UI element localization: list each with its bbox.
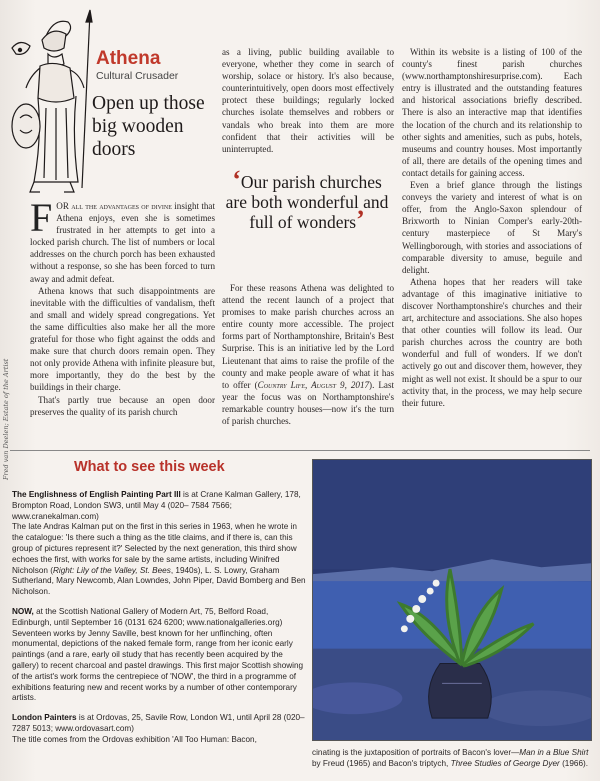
opening-paragraph: FOR all the advantages of divine insight that Athena enjoys, even she is sometimes frustrated in her attempts to get into a locked parish church. The list of numbers or local addresses on the church porch has been exhausted without a response, so she has been forced to turn away and admit defeat. <box>30 195 215 284</box>
illustration-credit: Fred van Deelen; Estate of the Artist <box>2 358 10 480</box>
pull-quote: ‘Our parish churches are both wonderful and full of wonders’ <box>225 165 389 234</box>
listings <box>12 490 307 755</box>
open-quote-mark: ‘ <box>232 165 241 194</box>
paragraph: That's partly true because an open door preserves the quality of its parish church <box>30 394 215 417</box>
article-column-3 <box>402 46 582 409</box>
column-sublabel: Cultural Crusader <box>96 70 179 82</box>
headline: Open up those big wooden doors <box>92 93 205 160</box>
article-column-2-lower <box>222 282 394 427</box>
citation: Country Life, August 9, 2017 <box>257 379 370 390</box>
paragraph: as a living, public building available to everyone, whether they come in search of worship, solace or history. It's also because, counterintuitively, open doors most effectively protect these buildings; regularly locked churches isolate themselves and robbers or vandals who break into them are more confident that their activities will be uninterrupted. <box>222 47 394 154</box>
drop-cap: F <box>30 195 53 240</box>
paragraph: For these reasons Athena was delighted to attend the recent launch of a project that promises to make parish churches across an entire county more accessible. The project forms part of Northamptonshire, Britain's Best Surprise. This is an initiative led by the Lord Lieutenant that aims to raise the profile of the county and make people aware of what it has to offer (Country Life, August 9, 2017). Last year the focus was on Northamptonshire's remarkable country houses—now it's the turn of parish churches. <box>222 283 395 427</box>
paragraph: Athena knows that such disappointments are inevitable with the difficulties of vandalism, theft and small and widely spread congregations. Yet the same difficulties also make her all the more grateful for those who fight against the odds and make sure that church doors remain open. They not only provide Athena with infinite pleasure but, more importantly, they do the best by the buildings in their charge. <box>30 285 215 393</box>
listing-item: NOW, at the Scottish National Gallery of Modern Art, 75, Belford Road, Edinburgh, until September 16 (0131 624 6200; www.nationalgalleries.org) Seventeen works by Jenny Saville, best known for her unflinching, often monumental, depictions of the naked female form, range from her iconic early paintings (and a rare, early oil study that has recently been acquired by the gallery) to recent charcoal and pastel drawings. This first major Scottish showing of the artist's work forms the centrepiece of 'NOW', the third in a programme of exhibitions featuring new and recent works by a number of other contemporary artists. <box>12 606 304 703</box>
listing-item: London Painters is at Ordovas, 25, Savile Row, London W1, until April 28 (020–7287 5013; www.ordovasart.com) The title comes from the Ordovas exhibition 'All Too Human: Bacon, <box>12 713 305 744</box>
column-label: Athena <box>96 48 161 69</box>
paragraph: Athena hopes that her readers will take advantage of this imaginative initiative to discover Northamptonshire's churches and their art, architecture and associations. She also hopes that other counties will follow its lead. Our parish churches across the country are both wonderful and full of wonders. If we don't actively go out and discover them, however, they might as well not exist. It should be a spur to our activity that, in the process, we may help secure their future. <box>402 276 582 408</box>
article-column-1 <box>30 195 215 418</box>
painting-lily-of-the-valley <box>312 459 592 741</box>
painting-caption: cinating is the juxtaposition of portraits of Bacon's lover—Man in a Blue Shirt by Freud (1965) and Bacon's triptych, Three Studies of George Dyer (1966). <box>312 748 589 768</box>
close-quote-mark: ’ <box>356 205 365 234</box>
athena-illustration <box>6 8 96 198</box>
article-column-2 <box>222 46 394 155</box>
paragraph: Within its website is a listing of 100 of the county's finest parish churches (www.northamptonshiresurprise.com). Each entry is illustrated and the outstanding features and historical associations briefly described. There is also an interactive map that identifies the location of the church and its relationship to other sights and amenities, such as pubs, hotels, museums and country houses. Most importantly of all, there are details of the opening times and contact details for gaining access. <box>402 47 582 178</box>
paragraph: Even a brief glance through the listings conveys the variety and interest of what is on offer, from the Anglo-Saxon splendour of Brixworth to Ninian Comper's early-20th-century masterpiece of St Mary's Wellingborough, with stories and associations of comparable diversity to amuse, beguile and delight. <box>402 180 582 275</box>
section-title: What to see this week <box>74 459 225 475</box>
section-divider <box>10 450 590 451</box>
listing-item: The Englishness of English Painting Part III is at Crane Kalman Gallery, 178, Brompton Road, London SW3, until May 4 (020– 7584 7566; www.cranekalman.com) The late Andras Kalman put on the first in this series in 1963, when he wrote in the catalogue: 'Is there such a thing as the title claims, and if there is, can this group of pictures represent it?' Selected by the next generation, this third show echoes the first, with works for sale by the same artists, including Winifred Nicholson (Right: Lily of the Valley, St. Bees, 1940s), L. S. Lowry, Graham Sutherland, Mary Newcomb, Alan Lowndes, John Piper, David Bomberg and Ben Nicholson. <box>12 490 306 597</box>
